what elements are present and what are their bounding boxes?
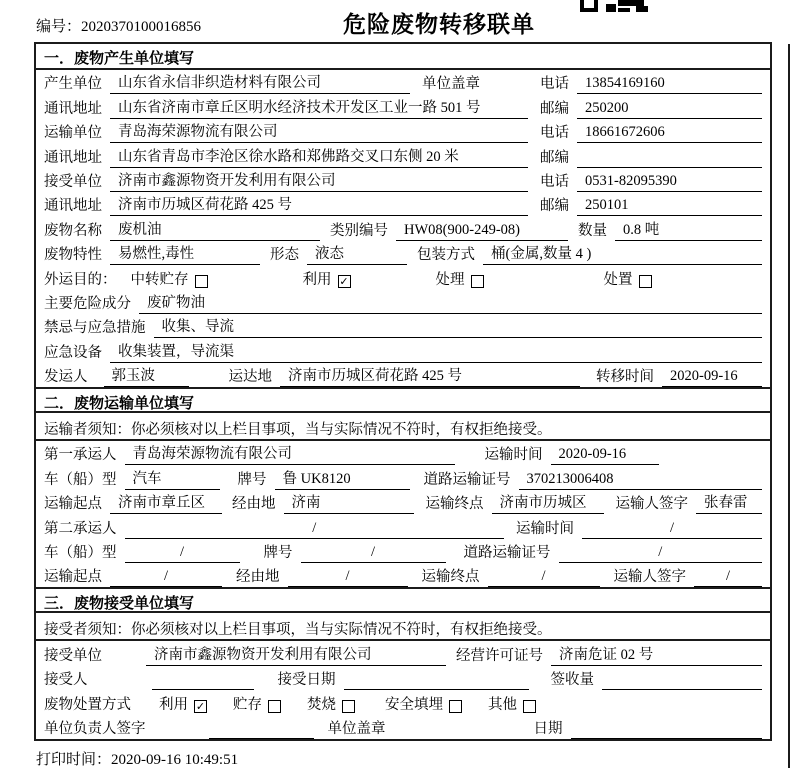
serial-label: 编号： xyxy=(36,19,82,35)
label-producer-address: 通讯地址 xyxy=(44,100,102,117)
value-transport-time-1: 2020-09-16 xyxy=(551,446,659,465)
checkbox-method-incineration xyxy=(342,700,355,713)
label-producer-unit: 产生单位 xyxy=(44,76,102,93)
row-producer-unit xyxy=(36,70,770,94)
label-transport-phone: 电话 xyxy=(540,125,569,142)
label-producer-phone: 电话 xyxy=(540,76,569,93)
label-plate-1: 牌号 xyxy=(237,471,267,488)
label-road-permit-2: 道路运输证号 xyxy=(463,545,551,562)
value-receiver-unit: 济南市鑫源物资开发利用有限公司 xyxy=(110,169,528,192)
row-waste-properties xyxy=(36,241,770,265)
value-waste-name: 废机油 xyxy=(110,218,320,241)
label-carrier-signature-2: 运输人签字 xyxy=(613,569,686,586)
row-vehicle-2 xyxy=(36,539,770,563)
row-emergency-equipment xyxy=(36,338,770,362)
value-hazard-components: 废矿物油 xyxy=(139,291,762,314)
serial-value: 2020370100016856 xyxy=(81,19,202,35)
label-method-other: 其他 xyxy=(488,696,517,713)
serial-number xyxy=(36,15,201,36)
label-waste-quantity: 数量 xyxy=(578,222,607,239)
label-transfer-purpose: 外运目的： xyxy=(44,271,117,288)
label-carrier-signature-1: 运输人签字 xyxy=(615,496,688,513)
value-waste-properties: 易燃性,毒性 xyxy=(110,242,260,265)
page-edge-line xyxy=(788,44,790,768)
value-accepting-unit: 济南市鑫源物资开发利用有限公司 xyxy=(146,643,446,666)
value-vehicle-type-1: 汽车 xyxy=(125,467,220,490)
value-route-via-2: / xyxy=(288,568,408,587)
label-hazard-components: 主要危险成分 xyxy=(44,295,131,312)
option-transfer-storage xyxy=(131,268,208,290)
transporter-notice: 运输者须知：你必须核对以上栏目事项，当与实际情况不符时，有权拒绝接受。 xyxy=(36,413,770,441)
value-license-number: 济南危证 02 号 xyxy=(551,643,762,666)
row-receiver-person xyxy=(36,666,770,690)
checkbox-treatment xyxy=(471,275,484,288)
row-receiver-unit xyxy=(36,168,770,192)
row-transfer-purpose xyxy=(36,265,770,289)
value-route-via-1: 济南 xyxy=(284,491,414,514)
value-waste-form: 液态 xyxy=(307,242,407,265)
value-plate-2: / xyxy=(301,544,446,563)
option-method-landfill xyxy=(385,693,462,715)
row-dispatcher xyxy=(36,363,770,387)
value-producer-address: 山东省济南市章丘区明水经济技术开发区工业一路 501 号 xyxy=(110,96,528,119)
label-plate-2: 牌号 xyxy=(263,545,293,562)
label-receiver-unit: 接受单位 xyxy=(44,173,102,190)
value-emergency-equipment: 收集装置，导流渠 xyxy=(110,340,762,363)
label-unit-seal-3: 单位盖章 xyxy=(327,720,386,737)
label-method-storage: 贮存 xyxy=(233,696,262,713)
value-waste-quantity: 0.8 吨 xyxy=(615,218,762,241)
label-road-permit-1: 道路运输证号 xyxy=(423,471,511,488)
value-destination: 济南市历城区荷花路 425 号 xyxy=(280,364,580,387)
label-dispatcher: 发运人 xyxy=(44,369,88,386)
label-destination: 运达地 xyxy=(228,369,272,386)
value-dispatcher: 郭玉波 xyxy=(104,364,189,387)
row-responsible-signature xyxy=(36,715,770,739)
value-transport-phone: 18661672606 xyxy=(577,124,762,143)
value-transport-address: 山东省青岛市李沧区徐水路和郑佛路交叉口东侧 20 米 xyxy=(110,145,528,168)
checkbox-method-other xyxy=(523,700,536,713)
value-responsible-signature xyxy=(209,722,314,739)
row-producer-address xyxy=(36,94,770,118)
section3-heading: 三．废物接受单位填写 xyxy=(36,587,770,613)
label-method-incineration: 焚烧 xyxy=(307,696,336,713)
checkbox-mark: ✓ xyxy=(339,274,349,288)
label-treatment: 处理 xyxy=(435,271,465,288)
row-first-carrier xyxy=(36,441,770,465)
value-receiver-phone: 0531-82095390 xyxy=(577,173,762,192)
section1-heading: 一．废物产生单位填写 xyxy=(36,44,770,70)
value-waste-code: HW08(900-249-08) xyxy=(396,222,568,241)
label-disposal-method: 废物处置方式 xyxy=(44,696,131,713)
label-transport-time-2: 运输时间 xyxy=(516,520,574,537)
row-accepting-unit xyxy=(36,641,770,665)
print-time-value: 2020-09-16 10:49:51 xyxy=(111,751,239,768)
label-method-landfill: 安全填埋 xyxy=(385,696,443,713)
checkbox-method-storage xyxy=(268,700,281,713)
label-waste-code: 类别编号 xyxy=(330,222,388,239)
label-waste-name: 废物名称 xyxy=(44,222,102,239)
print-time xyxy=(34,741,772,769)
checkbox-reuse xyxy=(338,275,351,288)
label-disposal: 处置 xyxy=(603,271,633,288)
checkbox-method-landfill xyxy=(449,700,462,713)
option-method-other xyxy=(488,693,536,715)
label-signed-quantity: 签收量 xyxy=(550,672,594,689)
row-emergency-measures xyxy=(36,314,770,338)
label-unit-seal: 单位盖章 xyxy=(422,76,480,93)
checkbox-method-reuse xyxy=(194,700,207,713)
checkbox-disposal xyxy=(639,275,652,288)
row-transport-address xyxy=(36,143,770,167)
row-disposal-method xyxy=(36,690,770,714)
label-accepting-unit: 接受单位 xyxy=(44,647,102,664)
value-producer-unit: 山东省永信非织造材料有限公司 xyxy=(110,71,410,94)
value-route-start-2: / xyxy=(110,568,222,587)
option-disposal xyxy=(604,268,652,290)
label-transport-time-1: 运输时间 xyxy=(484,447,543,464)
label-waste-form: 形态 xyxy=(270,247,299,264)
section2-heading: 二．废物运输单位填写 xyxy=(36,387,770,413)
value-receiver-address: 济南市历城区荷花路 425 号 xyxy=(110,193,528,216)
value-route-end-2: / xyxy=(488,568,600,587)
label-route-end-1: 运输终点 xyxy=(425,496,484,513)
label-transfer-storage: 中转贮存 xyxy=(130,271,189,288)
label-transport-unit: 运输单位 xyxy=(44,125,102,142)
row-waste-name xyxy=(36,216,770,240)
option-reuse xyxy=(303,268,351,290)
value-producer-phone: 13854169160 xyxy=(577,75,762,94)
label-sign-date: 日期 xyxy=(533,720,563,737)
checkbox-mark: ✓ xyxy=(195,699,206,713)
label-receiver-zip: 邮编 xyxy=(540,198,569,215)
page-title: 危险废物转移联单 xyxy=(343,12,535,37)
label-producer-zip: 邮编 xyxy=(540,100,569,117)
label-route-via-2: 经由地 xyxy=(236,569,280,586)
label-transport-address: 通讯地址 xyxy=(44,149,102,166)
option-method-reuse xyxy=(159,693,207,715)
value-receive-date xyxy=(344,673,529,690)
row-hazard-components xyxy=(36,290,770,314)
label-vehicle-type-1: 车（船）型 xyxy=(44,471,117,488)
row-route-1 xyxy=(36,490,770,514)
row-route-2 xyxy=(36,563,770,587)
label-reuse: 利用 xyxy=(302,271,332,288)
label-receiver-phone: 电话 xyxy=(540,173,569,190)
value-road-permit-2: / xyxy=(559,544,763,563)
label-transport-zip: 邮编 xyxy=(540,149,569,166)
value-transport-zip xyxy=(577,151,762,168)
value-producer-zip: 250200 xyxy=(577,100,762,119)
label-route-start-2: 运输起点 xyxy=(44,569,102,586)
label-transfer-time: 转移时间 xyxy=(596,369,654,386)
checkbox-transfer-storage xyxy=(195,275,208,288)
value-route-end-1: 济南市历城区 xyxy=(492,491,604,514)
label-vehicle-type-2: 车（船）型 xyxy=(44,545,117,562)
value-second-carrier: / xyxy=(125,520,505,539)
value-route-start-1: 济南市章丘区 xyxy=(110,491,222,514)
value-emergency-measures: 收集、导流 xyxy=(154,315,763,338)
row-transport-unit xyxy=(36,119,770,143)
print-time-label: 打印时间： xyxy=(36,751,112,768)
label-route-start-1: 运输起点 xyxy=(44,496,102,513)
value-sign-date xyxy=(571,722,763,739)
option-method-storage xyxy=(233,693,281,715)
value-road-permit-1: 370213006408 xyxy=(519,471,763,490)
receiver-notice: 接受者须知：你必须核对以上栏目事项，当与实际情况不符时，有权拒绝接受。 xyxy=(36,613,770,641)
label-license-number: 经营许可证号 xyxy=(456,647,543,664)
label-emergency-equipment: 应急设备 xyxy=(44,344,102,361)
value-packaging: 桶(金属,数量 4 ) xyxy=(483,242,762,265)
value-carrier-signature-2: / xyxy=(694,568,762,587)
option-treatment xyxy=(436,268,484,290)
label-waste-properties: 废物特性 xyxy=(44,247,102,264)
label-second-carrier: 第二承运人 xyxy=(44,520,117,537)
qr-code-fragment xyxy=(580,0,652,12)
row-receiver-address xyxy=(36,192,770,216)
value-signed-quantity xyxy=(602,673,762,690)
label-route-via-1: 经由地 xyxy=(232,496,276,513)
manifest-table xyxy=(34,42,772,741)
manifest-document xyxy=(34,6,772,769)
value-receiver-person xyxy=(152,673,254,690)
label-receive-date: 接受日期 xyxy=(277,672,336,689)
value-receiver-zip: 250101 xyxy=(577,197,762,216)
row-vehicle-1 xyxy=(36,465,770,489)
label-route-end-2: 运输终点 xyxy=(421,569,480,586)
value-transport-time-2: / xyxy=(582,520,762,539)
label-first-carrier: 第一承运人 xyxy=(44,447,117,464)
row-second-carrier xyxy=(36,514,770,538)
option-method-incineration xyxy=(307,693,355,715)
label-receiver-address: 通讯地址 xyxy=(44,198,102,215)
label-method-reuse: 利用 xyxy=(159,696,188,713)
value-transport-unit: 青岛海荣源物流有限公司 xyxy=(110,120,528,143)
document-header xyxy=(34,6,772,42)
label-receiver-person: 接受人 xyxy=(44,672,88,689)
value-vehicle-type-2: / xyxy=(125,544,240,563)
label-packaging: 包装方式 xyxy=(417,247,475,264)
label-emergency-measures: 禁忌与应急措施 xyxy=(44,320,146,337)
value-carrier-signature-1: 张春雷 xyxy=(696,491,762,514)
label-responsible-signature: 单位负责人签字 xyxy=(44,720,146,737)
value-transfer-time: 2020-09-16 xyxy=(662,368,762,387)
value-plate-1: 鲁 UK8120 xyxy=(275,467,410,490)
value-first-carrier: 青岛海荣源物流有限公司 xyxy=(125,442,455,465)
